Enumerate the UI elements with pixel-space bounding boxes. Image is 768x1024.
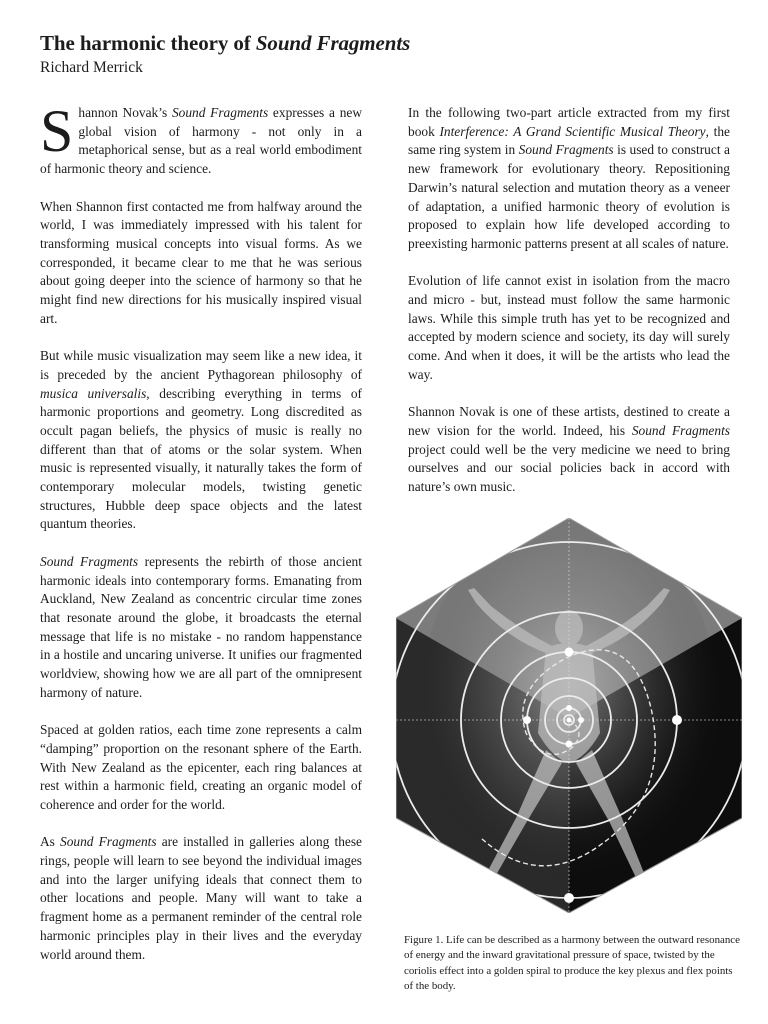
figure-harmonic-hexagon [396,518,742,913]
drop-cap: S [40,98,74,164]
paragraph: Spaced at golden ratios, each time zone represents a calm “damping” proportion on the resonant sphere of the Earth. With New Zealand as the epicenter, each ring balances at rest within a harmonic field, creating an organic model of coherence and order for the world. [40,722,362,812]
paragraph: Sound Fragments represents the rebirth of those ancient harmonic ideals into contemporary forms. Emanating from Auckland, New Zealand as concentric circular time zones that resonate around the globe, it broadcasts the eternal message that life is no mistake - no random happenstance in a hostile and uncaring universe. It unifies our fragmented worldview, showing how we are all part of the omnipresent harmony of nature. [40,553,362,700]
paragraph: When Shannon first contacted me from halfway around the world, I was immediately impressed with his talent for transforming musical concepts into visual forms. As we corresponded, it became clear to me that he was serious about going deeper into the science of harmony so that he might find new directions for his musically inspired visual art. [40,198,362,326]
paragraph: Shannon Novak is one of these artists, destined to create a new vision for the world. Indeed, his Sound Fragments project could well be the very medicine we need to bring ourselves and our social policies back in accord with nature’s own music. [408,404,730,495]
paragraph: As Sound Fragments are installed in galleries along these rings, people will learn to see beyond the individual images and into the larger unifying ideals that connect them to other locations and people. Many will want to take a fragment home as a permanent reminder of the central role harmonic principles play in their lives and the everyday world around them. [40,834,362,962]
author-byline: Richard Merrick [40,59,143,76]
paragraph: But while music visualization may seem like a new idea, it is preceded by the ancient Pythagorean philosophy of musica universalis, describing everything in terms of harmonic proportions and geometry. Long discredited as occult pagan beliefs, the physics of music is really no different than that of atoms or the solar system. When music is represented visually, it naturally takes the form of contemporary molecular models, twisting genetic structures, Hubble deep space objects and the latest quantum theories. [40,348,362,532]
right-column [408,104,730,515]
title-italic-text: Sound Fragments [255,31,411,55]
intro-paragraph: Shannon Novak’s Sound Fragments expresses a new global vision of harmony - not only in a metaphorical sense, but as a real world embodiment of harmonic theory and science. [40,98,362,177]
paragraph: Evolution of life cannot exist in isolation from the macro and micro - but, instead must follow the same harmonic laws. While this simple truth has yet to be recognized and accepted by modern science and society, its day will surely come. And when it does, it will be the artists who lead the way. [408,273,730,382]
left-column [40,98,362,983]
figure-caption: Figure 1. Life can be described as a harmony between the outward resonance of energy and the inward gravitational pressure of space, twisted by the coriolis effect into a golden spiral to produce the key plexus and flex points of the body. [404,934,740,992]
title-text: The harmonic theory of [40,31,256,55]
hexagon-illustration [396,518,742,913]
article-title [40,31,410,56]
paragraph: In the following two-part article extracted from my first book Interference: A Grand Scientific Musical Theory, the same ring system in Sound Fragments is used to construct a new framework for evolutionary theory. Repositioning Darwin’s natural selection and mutation theory as a veneer of adaptation, a unified harmonic theory of evolution is proposed to explain how life developed according to preexisting harmonic patterns present at all scales of nature. [408,105,730,251]
